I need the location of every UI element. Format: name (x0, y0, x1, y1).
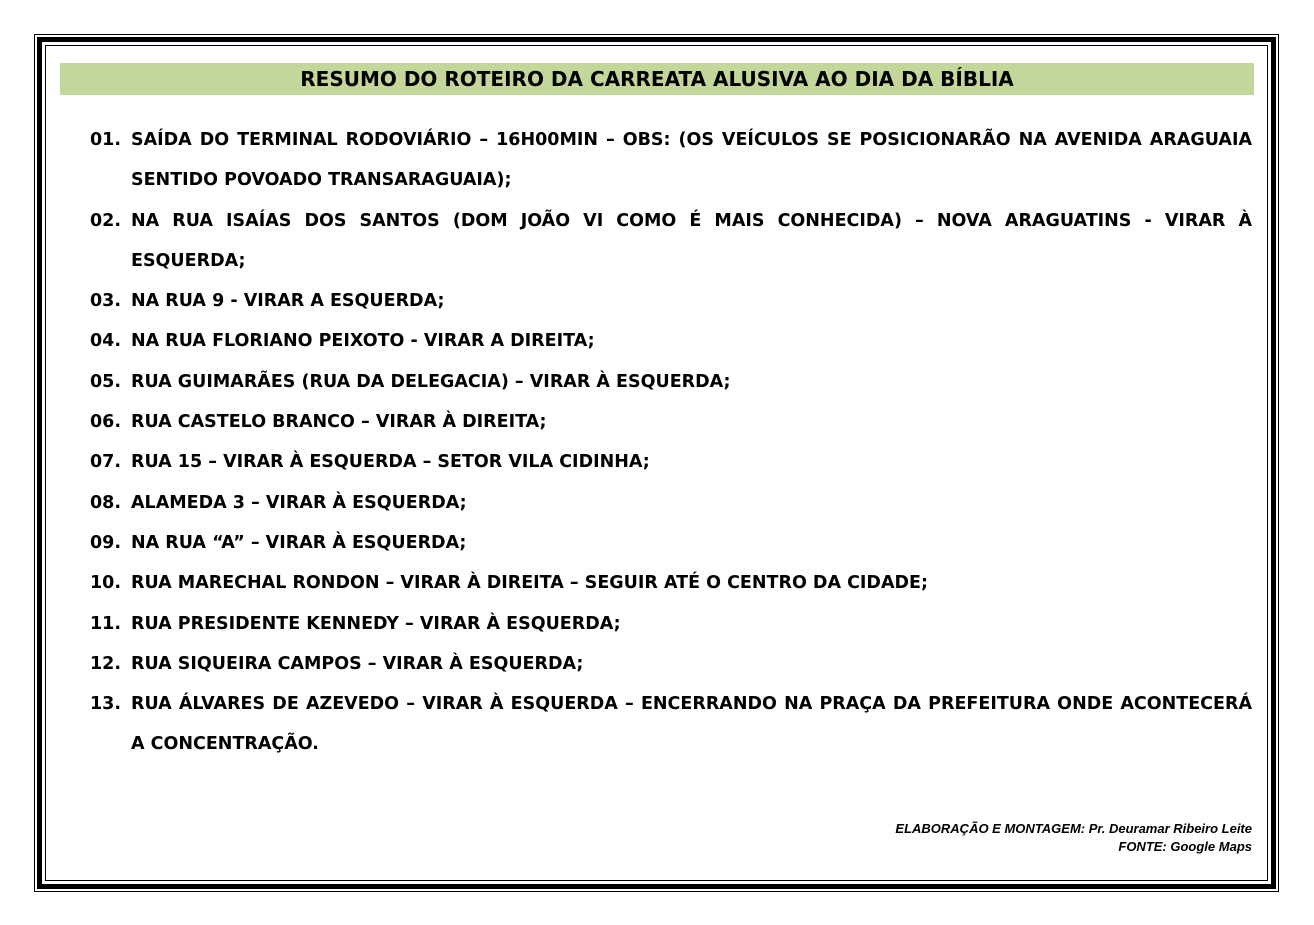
route-text: RUA 15 – VIRAR À ESQUERDA – SETOR VILA CIDINHA; (131, 452, 650, 473)
route-text: RUA MARECHAL RONDON – VIRAR À DIREITA – SEGUIR ATÉ O CENTRO DA CIDADE; (131, 573, 928, 594)
route-item-13 (90, 684, 1252, 765)
route-item-10 (90, 563, 1252, 603)
route-item-06 (90, 402, 1252, 442)
route-text: RUA CASTELO BRANCO – VIRAR À DIREITA; (131, 412, 547, 433)
route-number: 02. (90, 210, 122, 231)
route-text: NA RUA ISAÍAS DOS SANTOS (DOM JOÃO VI COMO É MAIS CONHECIDA) – NOVA ARAGUATINS - VIRAR À ESQUERDA; (131, 210, 1252, 271)
route-number: 11. (90, 613, 122, 634)
route-text: SAÍDA DO TERMINAL RODOVIÁRIO – 16H00MIN – OBS: (OS VEÍCULOS SE POSICIONARÃO NA AVENIDA ARAGUAIA SENTIDO POVOADO TRANSARAGUAIA); (131, 130, 1252, 191)
route-item-12 (90, 644, 1252, 684)
route-list (90, 120, 1252, 765)
route-item-01 (90, 120, 1252, 201)
route-text: NA RUA “A” – VIRAR À ESQUERDA; (131, 532, 467, 553)
route-text: ALAMEDA 3 – VIRAR À ESQUERDA; (131, 492, 467, 513)
route-number: 13. (90, 694, 122, 715)
route-item-07 (90, 442, 1252, 482)
credits (895, 820, 1252, 856)
document-title: RESUMO DO ROTEIRO DA CARREATA ALUSIVA AO DIA DA BÍBLIA (60, 63, 1254, 95)
route-item-11 (90, 604, 1252, 644)
route-item-08 (90, 483, 1252, 523)
route-number: 10. (90, 573, 122, 594)
route-text: NA RUA FLORIANO PEIXOTO - VIRAR A DIREITA; (131, 331, 595, 352)
route-text: RUA PRESIDENTE KENNEDY – VIRAR À ESQUERDA; (131, 613, 621, 634)
route-number: 01. (90, 130, 122, 150)
route-item-04 (90, 321, 1252, 361)
route-number: 05. (90, 371, 122, 392)
route-number: 07. (90, 452, 122, 473)
route-number: 09. (90, 532, 122, 553)
credits-author: ELABORAÇÃO E MONTAGEM: Pr. Deuramar Ribeiro Leite (895, 821, 1252, 836)
route-text: RUA ÁLVARES DE AZEVEDO – VIRAR À ESQUERDA – ENCERRANDO NA PRAÇA DA PREFEITURA ONDE ACONTECERÁ A CONCENTRAÇÃO. (131, 694, 1252, 755)
route-item-03 (90, 281, 1252, 321)
route-number: 03. (90, 291, 122, 312)
route-item-02 (90, 201, 1252, 282)
route-text: RUA GUIMARÃES (RUA DA DELEGACIA) – VIRAR À ESQUERDA; (131, 371, 731, 392)
route-number: 04. (90, 331, 122, 352)
route-item-09 (90, 523, 1252, 563)
route-number: 06. (90, 412, 122, 433)
route-text: NA RUA 9 - VIRAR A ESQUERDA; (131, 291, 445, 312)
credits-source: FONTE: Google Maps (1118, 839, 1252, 854)
route-text: RUA SIQUEIRA CAMPOS – VIRAR À ESQUERDA; (131, 653, 584, 674)
route-item-05 (90, 362, 1252, 402)
route-number: 08. (90, 492, 122, 513)
route-number: 12. (90, 653, 122, 674)
